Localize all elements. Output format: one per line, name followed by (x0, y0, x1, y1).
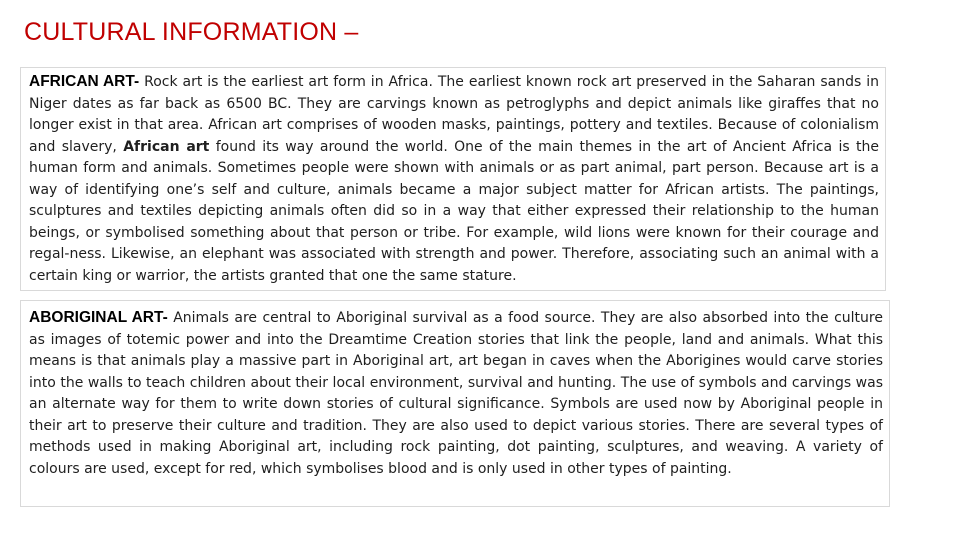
african-art-text-part1: Rock art is the earliest art form in Africa. The earliest known rock art preserved in the Saharan sands in Niger dates as far back as 6500 BC. They are carvings known as petroglyphs and depict animals like giraffes that no longer exist in that area. African art comprises of wooden masks, paintings, pottery and textiles. Because of colonialism and slavery, (29, 74, 879, 155)
page-title: CULTURAL INFORMATION – (24, 18, 359, 46)
african-art-section (20, 67, 886, 291)
aboriginal-art-section (20, 300, 890, 507)
african-art-bold-term: African art (123, 138, 210, 155)
african-art-heading: AFRICAN ART- (29, 73, 140, 90)
aboriginal-art-heading: ABORIGINAL ART- (29, 309, 168, 326)
aboriginal-art-text: Animals are central to Aboriginal survival as a food source. They are also absorbed into the culture as images of totemic power and into the Dreamtime Creation stories that link the people, land and animals. What this means is that animals play a massive part in Aboriginal art, art began in caves when the Aborigines would carve stories into the walls to teach children about their local environment, survival and hunting. The use of symbols and carvings was an alternate way for them to write down stories of cultural significance. Symbols are used now by Aboriginal people in their art to preserve their culture and tradition. They are also used to depict various stories. There are several types of methods used in making Aboriginal art, including rock painting, dot painting, sculptures, and weaving. A variety of colours are used, except for red, which symbolises blood and is only used in other types of painting. (29, 310, 883, 477)
african-art-text-part2: found its way around the world. One of the main themes in the art of Ancient Africa is the human form and animals. Sometimes people were shown with animals or as part animal, part person. Because art is a way of identifying one’s self and culture, animals became a major subject matter for African artists. The paintings, sculptures and textiles depicting animals often did so in a way that either expressed their relationship to the human beings, or symbolised something about that person or tribe. For example, wild lions were known for their courage and regal-ness. Likewise, an elephant was associated with strength and power. Therefore, associating such an animal with a certain king or warrior, the artists granted that one the same stature. (29, 138, 879, 284)
